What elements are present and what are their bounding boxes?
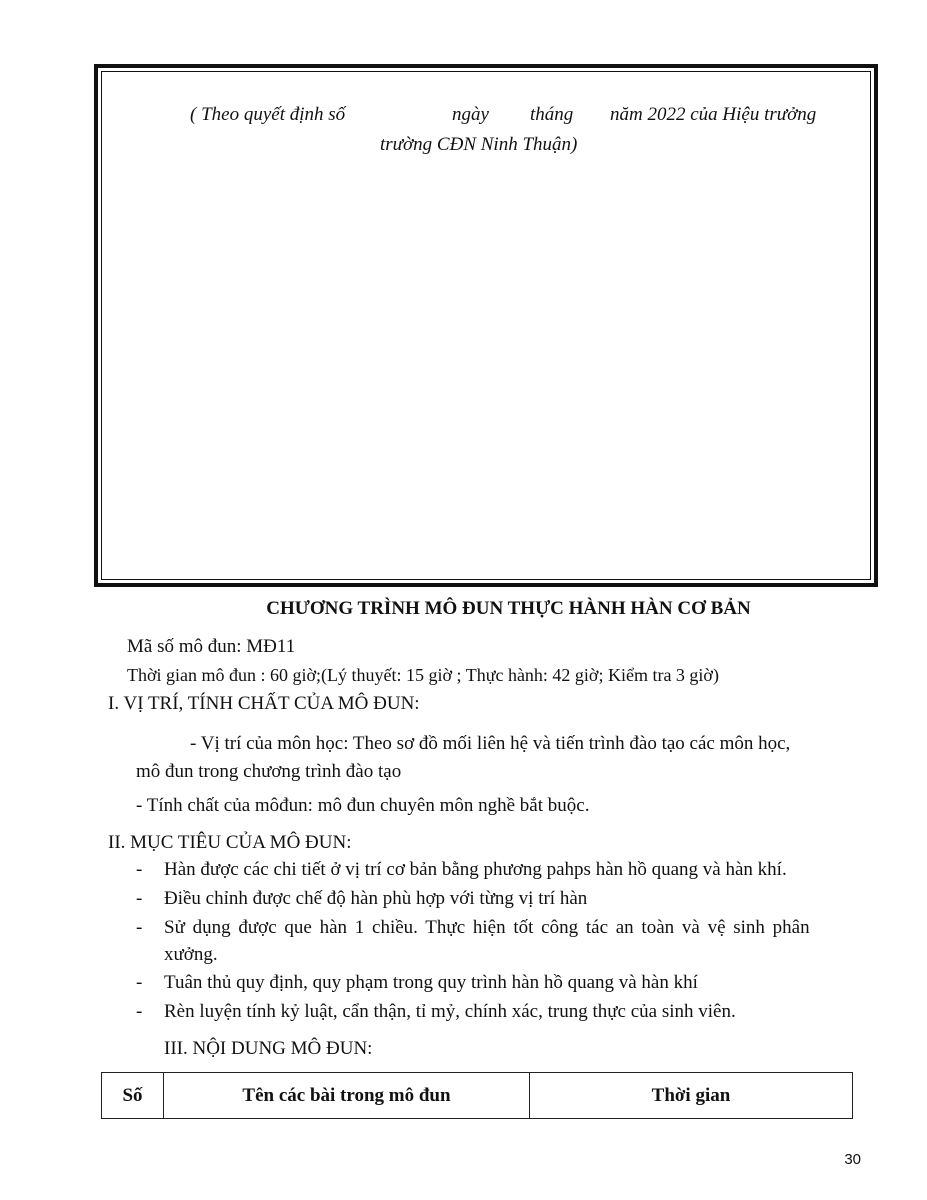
bullet-dash: - (136, 888, 143, 909)
page-number: 30 (844, 1151, 861, 1168)
bullet-dash: - (136, 972, 143, 993)
objective-item: Hàn được các chi tiết ở vị trí cơ bản bằng phương pahps hàn hồ quang và hàn khí. (164, 859, 787, 880)
objective-item: Tuân thủ quy định, quy phạm trong quy trình hàn hồ quang và hàn khí (164, 972, 698, 993)
position-line-2: mô đun trong chương trình đào tạo (136, 761, 402, 782)
nature-line: - Tính chất của môđun: mô đun chuyên môn nghề bắt buộc. (136, 795, 590, 816)
section2-heading: II. MỤC TIÊU CỦA MÔ ĐUN: (108, 832, 352, 853)
decision-text-4: năm 2022 của Hiệu trưởng (610, 104, 817, 125)
bullet-dash: - (136, 859, 143, 880)
module-code: Mã số mô đun: MĐ11 (127, 636, 296, 657)
decision-text-1: ( Theo quyết định số (190, 104, 346, 125)
table-header-cell: Tên các bài trong mô đun (164, 1073, 530, 1118)
position-line-1: - Vị trí của môn học: Theo sơ đồ mối liên hệ và tiến trình đào tạo các môn học, (190, 733, 791, 754)
page-title: CHƯƠNG TRÌNH MÔ ĐUN THỰC HÀNH HÀN CƠ BẢN (266, 598, 751, 619)
objective-item: Điều chỉnh được chế độ hàn phù hợp với từng vị trí hàn (164, 888, 588, 909)
decision-text-5: trường CĐN Ninh Thuận) (380, 134, 578, 155)
section1-heading: I. VỊ TRÍ, TÍNH CHẤT CỦA MÔ ĐUN: (108, 693, 420, 714)
objective-item-continued: xưởng. (164, 944, 218, 965)
decision-text-2: ngày (452, 104, 489, 125)
bullet-dash: - (136, 917, 143, 938)
section3-heading: III. NỘI DUNG MÔ ĐUN: (164, 1038, 373, 1059)
objective-item: Rèn luyện tính kỷ luật, cẩn thận, tỉ mỷ, chính xác, trung thực của sinh viên. (164, 1001, 736, 1022)
module-time: Thời gian mô đun : 60 giờ;(Lý thuyết: 15 giờ ; Thực hành: 42 giờ; Kiểm tra 3 giờ) (127, 665, 719, 685)
bullet-dash: - (136, 1001, 143, 1022)
decision-text-3: tháng (530, 104, 574, 125)
objective-item: Sử dụng được que hàn 1 chiều. Thực hiện tốt công tác an toàn và vệ sinh phân (164, 917, 810, 938)
table-header-cell: Thời gian (651, 1084, 731, 1106)
content-table (101, 1072, 853, 1119)
table-header-cell: Số (102, 1073, 164, 1118)
